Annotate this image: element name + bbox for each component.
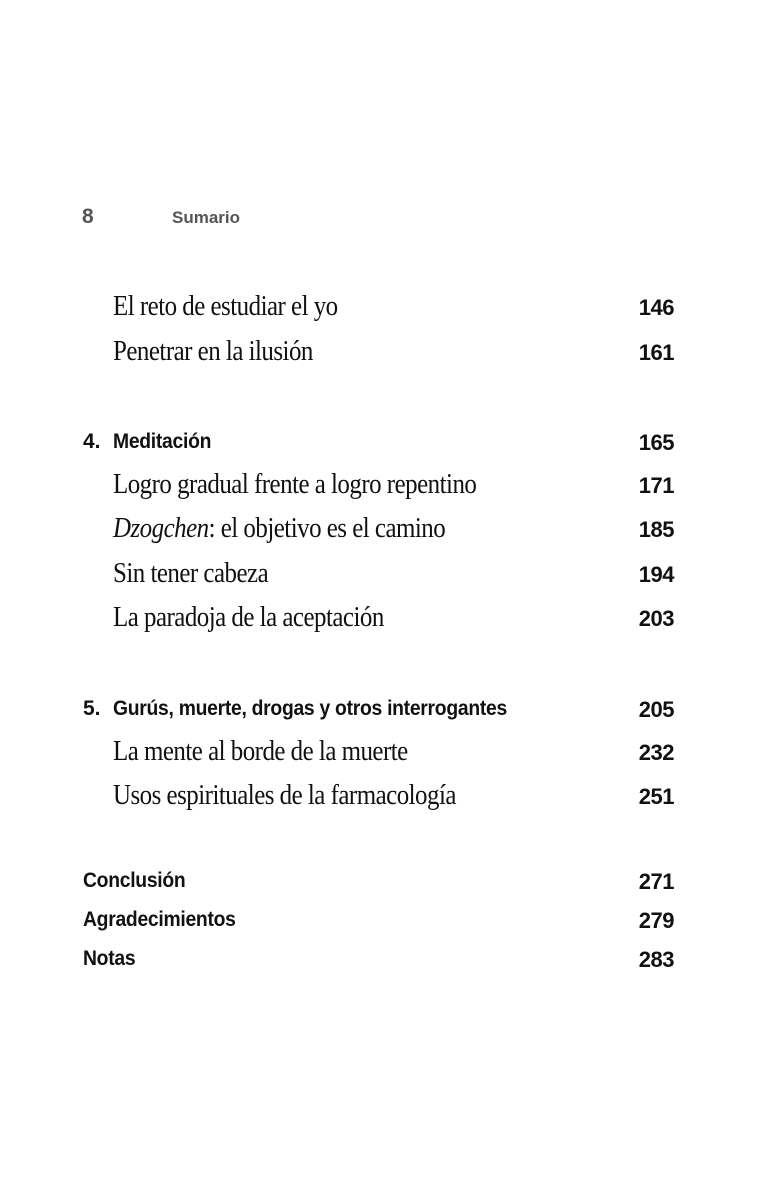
toc-entry-title: Usos espirituales de la farmacología — [113, 779, 456, 811]
backmatter-title: Notas — [83, 947, 136, 970]
backmatter-title: Agradecimientos — [83, 908, 236, 931]
toc-entry-title: La paradoja de la aceptación — [113, 601, 384, 633]
toc-entry — [0, 290, 768, 326]
toc-chapter — [0, 692, 768, 728]
toc-entry-page: 146 — [638, 295, 674, 320]
toc-entry-page: 165 — [638, 430, 674, 455]
page-number: 8 — [82, 205, 94, 228]
title-rest: : el objetivo es el camino — [208, 512, 446, 544]
toc-entry — [0, 735, 768, 771]
toc-backmatter — [0, 942, 768, 978]
toc-entry-page: 251 — [638, 784, 674, 809]
toc-entry-title: Logro gradual frente a logro repentino — [113, 468, 477, 500]
toc-entry-page: 171 — [638, 473, 674, 498]
toc-backmatter — [0, 864, 768, 900]
toc-chapter — [0, 425, 768, 461]
toc-entry-title — [113, 512, 445, 545]
toc-entry — [0, 779, 768, 815]
chapter-title: Gurús, muerte, drogas y otros interrogantes — [113, 697, 507, 720]
toc-entry-page: 203 — [638, 606, 674, 631]
toc-entry-page: 283 — [638, 947, 674, 972]
chapter-number: 5. — [83, 697, 101, 720]
toc-entry-page: 205 — [638, 697, 674, 722]
toc-entry — [0, 335, 768, 371]
toc-entry-page: 279 — [638, 908, 674, 933]
backmatter-title: Conclusión — [83, 869, 186, 892]
toc-entry — [0, 557, 768, 593]
toc-entry-page: 232 — [638, 740, 674, 765]
toc-entry-title: Sin tener cabeza — [113, 557, 269, 589]
chapter-number: 4. — [83, 430, 101, 453]
toc-entry-title: Penetrar en la ilusión — [113, 335, 313, 367]
toc-entry-title: La mente al borde de la muerte — [113, 735, 408, 767]
toc-entry — [0, 601, 768, 637]
toc-entry — [0, 468, 768, 504]
toc-entry-title: El reto de estudiar el yo — [113, 290, 338, 322]
toc-entry-page: 194 — [638, 562, 674, 587]
toc-entry — [0, 512, 768, 548]
running-header: Sumario — [172, 208, 241, 227]
toc-entry-page: 271 — [638, 869, 674, 894]
toc-entry-page: 185 — [638, 517, 674, 542]
toc-entry-page: 161 — [638, 340, 674, 365]
chapter-title: Meditación — [113, 430, 212, 453]
toc-backmatter — [0, 903, 768, 939]
title-italic-term: Dzogchen — [113, 512, 209, 544]
